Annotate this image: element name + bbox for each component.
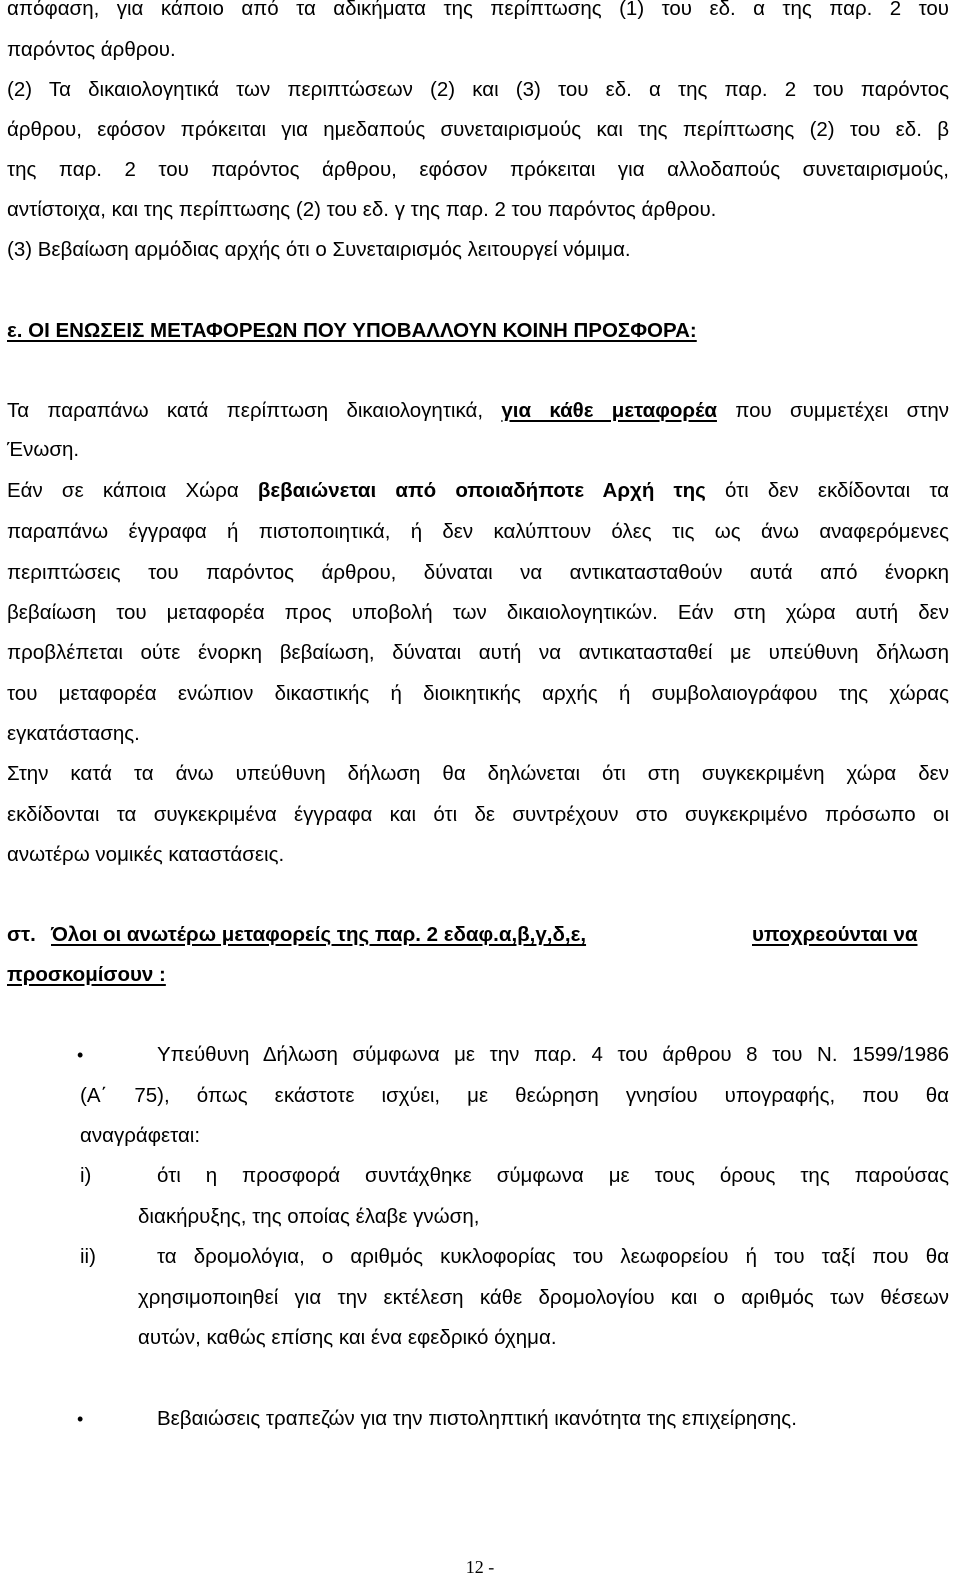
text-line	[7, 478, 949, 504]
bullet-icon: •	[77, 1409, 84, 1429]
bullet-icon: •	[77, 1045, 84, 1065]
text-line: (3) Βεβαίωση αρμόδιας αρχής ότι ο Συνεταιρισμός λειτουργεί νόμιμα.	[7, 238, 631, 261]
text-run: Εάν σε κάποια Χώρα	[7, 479, 239, 502]
text-line: εγκατάστασης.	[7, 722, 140, 745]
text-run: ότι δεν εκδίδονται τα	[724, 479, 949, 502]
list-item-text: χρησιμοποιηθεί για την εκτέλεση κάθε δρομολογίου και ο αριθμός των θέσεων	[138, 1286, 949, 1309]
section-heading: ε. ΟΙ ΕΝΩΣΕΙΣ ΜΕΤΑΦΟΡΕΩΝ ΠΟΥ ΥΠΟΒΑΛΛΟΥΝ ΚΟΙΝΗ ΠΡΟΣΦΟΡΑ:	[7, 319, 697, 342]
text-line: περιπτώσεις του παρόντος άρθρου, δύναται να αντικατασταθούν αυτά από ένορκη	[7, 561, 949, 584]
text-line: βεβαίωση του μεταφορέα προς υποβολή των δικαιολογητικών. Εάν στη χώρα αυτή δεν	[7, 601, 949, 624]
page-number: 12 -	[465, 1557, 495, 1577]
list-item-text: τα δρομολόγια, ο αριθμός κυκλοφορίας του λεωφορείου ή του ταξί που θα	[157, 1245, 949, 1268]
text-line: (2) Τα δικαιολογητικά των περιπτώσεων (2) και (3) του εδ. α της παρ. 2 του παρόντος	[7, 78, 949, 101]
list-item-text: αναγράφεται:	[80, 1124, 201, 1147]
section-heading: Όλοι οι ανωτέρω μεταφορείς της παρ. 2 εδαφ.α,β,γ,δ,ε,	[51, 923, 587, 946]
section-heading: προσκομίσουν :	[7, 963, 166, 986]
list-item-text: Βεβαιώσεις τραπεζών για την πιστοληπτική ικανότητα της επιχείρησης.	[157, 1407, 797, 1430]
section-heading: υποχρεούνται να	[752, 923, 918, 946]
text-line	[7, 398, 949, 424]
list-item-text: Υπεύθυνη Δήλωση σύμφωνα με την παρ. 4 του άρθρου 8 του Ν. 1599/1986	[157, 1043, 949, 1066]
list-item-text: (Α΄ 75), όπως εκάστοτε ισχύει, με θεώρηση γνησίου υπογραφής, που θα	[80, 1084, 949, 1107]
text-line: αντίστοιχα, και της περίπτωσης (2) του εδ. γ της παρ. 2 του παρόντος άρθρου.	[7, 198, 717, 221]
text-line: άρθρου, εφόσον πρόκειται για ημεδαπούς συνεταιρισμούς και της περίπτωσης (2) του εδ. β	[7, 118, 949, 141]
text-line: ανωτέρω νομικές καταστάσεις.	[7, 843, 285, 866]
text-line: παραπάνω έγγραφα ή πιστοποιητικά, ή δεν καλύπτουν όλες τις ως άνω αναφερόμενες	[7, 520, 949, 543]
text-run: Τα παραπάνω κατά περίπτωση δικαιολογητικά,	[7, 399, 484, 422]
text-line: Στην κατά τα άνω υπεύθυνη δήλωση θα δηλώνεται ότι στη συγκεκριμένη χώρα δεν	[7, 762, 949, 785]
text-line: της παρ. 2 του παρόντος άρθρου, εφόσον πρόκειται για αλλοδαπούς συνεταιρισμούς,	[7, 158, 949, 181]
emphasis-text: βεβαιώνεται από οποιαδήποτε Αρχή της	[257, 479, 706, 502]
text-run: που συμμετέχει στην	[735, 399, 950, 422]
list-item-text: ότι η προσφορά συντάχθηκε σύμφωνα με τους όρους της παρούσας	[157, 1164, 949, 1187]
list-item-text: αυτών, καθώς επίσης και ένα εφεδρικό όχημα.	[138, 1326, 557, 1349]
section-label: στ.	[7, 923, 36, 946]
text-line: προβλέπεται ούτε ένορκη βεβαίωση, δύναται αυτή να αντικατασταθεί με υπεύθυνη δήλωση	[7, 641, 949, 664]
list-marker: ii)	[80, 1245, 96, 1268]
list-marker: i)	[80, 1164, 92, 1187]
text-line: εκδίδονται τα συγκεκριμένα έγγραφα και ότι δε συντρέχουν στο συγκεκριμένο πρόσωπο οι	[7, 803, 949, 826]
text-line: παρόντος άρθρου.	[7, 38, 176, 61]
text-line: απόφαση, για κάποιο από τα αδικήματα της περίπτωσης (1) του εδ. α της παρ. 2 του	[7, 0, 949, 20]
list-item-text: διακήρυξης, της οποίας έλαβε γνώση,	[138, 1205, 480, 1228]
emphasis-text: για κάθε μεταφορέα	[501, 399, 717, 422]
text-line: Ένωση.	[7, 438, 80, 461]
text-line: του μεταφορέα ενώπιον δικαστικής ή διοικητικής αρχής ή συμβολαιογράφου της χώρας	[7, 682, 949, 705]
